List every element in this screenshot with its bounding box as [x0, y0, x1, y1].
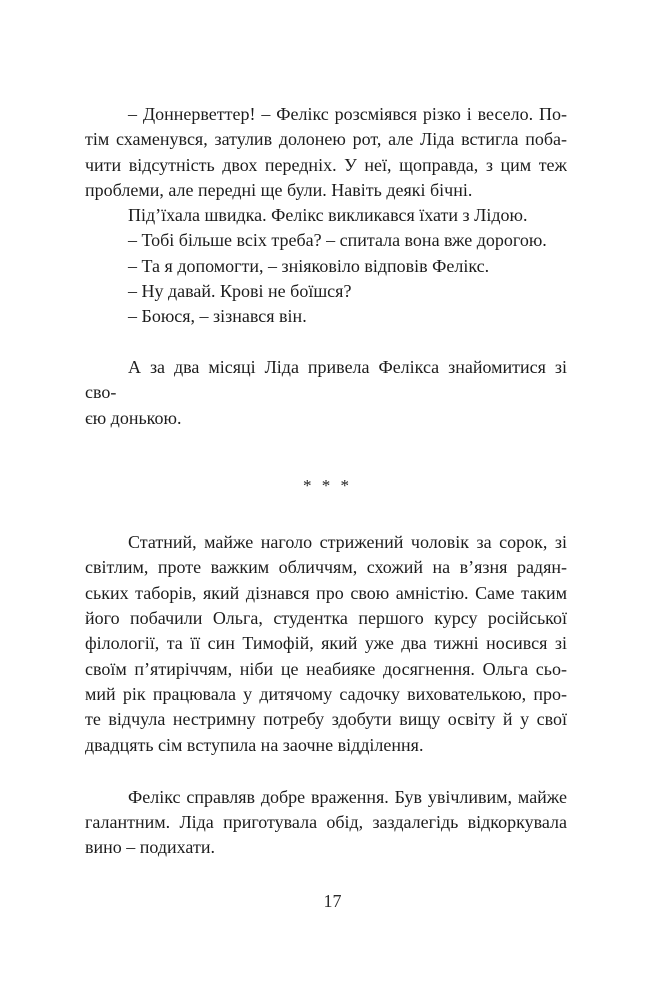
- text-line: Під’їхала швидка. Фелікс викликався їхати з Лідою.: [128, 205, 528, 226]
- text-line: галантним. Ліда приготувала обід, заздалегідь відкоркувала: [85, 812, 567, 833]
- text-line: ських таборів, який дізнався про свою амністію. Саме таким: [85, 582, 567, 603]
- text-line: – Боюся, – зізнався він.: [128, 306, 307, 327]
- text-line: А за два місяці Ліда привела Фелікса знайомитися зі сво-: [85, 356, 567, 403]
- dialogue-paragraph: [85, 254, 567, 279]
- text-line: те відчула нестримну потребу здобути вищу освіту й у свої: [85, 709, 567, 730]
- paragraph: [85, 785, 567, 861]
- text-line: мий рік працювала у дитячому садочку вихователькою, про-: [85, 683, 567, 704]
- paragraph: [85, 102, 567, 203]
- dialogue-paragraph: [85, 203, 567, 228]
- text-line: чити відсутність двох передніх. У неї, щоправда, з цим теж: [85, 154, 567, 175]
- text-line: проблеми, але передні ще були. Навіть деякі бічні.: [85, 179, 473, 200]
- dialogue-paragraph: [85, 304, 567, 329]
- paragraph: [85, 530, 567, 758]
- text-line: світлим, проте важким обличчям, схожий на в’язня радян-: [85, 557, 567, 578]
- dialogue-paragraph: [85, 279, 567, 304]
- text-line: тім схаменувся, затулив долонею рот, але Ліда встигла поба-: [85, 129, 567, 150]
- text-line: – Тобі більше всіх треба? – спитала вона вже дорогою.: [128, 230, 547, 251]
- text-line: – Ну давай. Крові не боїшся?: [128, 281, 352, 302]
- text-line: філології, та її син Тимофій, який уже два тижні носився зі: [85, 633, 567, 654]
- text-line: – Доннерветтер! – Фелікс розсміявся різко і весело. По-: [128, 104, 567, 124]
- text-line: – Та я допомогти, – зніяковіло відповів Фелікс.: [128, 255, 490, 276]
- text-line: Фелікс справляв добре враження. Був увічливим, майже: [128, 786, 567, 807]
- dialogue-paragraph: [85, 228, 567, 253]
- text-line: єю донькою.: [85, 407, 182, 428]
- text-line: двадцять сім вступила на заочне відділення.: [85, 734, 424, 755]
- text-block: [85, 102, 567, 861]
- paragraph: [85, 355, 567, 431]
- text-line: Статний, майже наголо стрижений чоловік за сорок, зі: [128, 532, 567, 553]
- text-line: вино – подихати.: [85, 837, 215, 858]
- text-line: своїм п’ятиріччям, ніби це неабияке досягнення. Ольга сьо-: [85, 658, 567, 679]
- text-line: його побачили Ольга, студентка першого курсу російської: [85, 608, 567, 629]
- page-number: 17: [323, 891, 342, 911]
- section-separator: * * *: [303, 475, 352, 495]
